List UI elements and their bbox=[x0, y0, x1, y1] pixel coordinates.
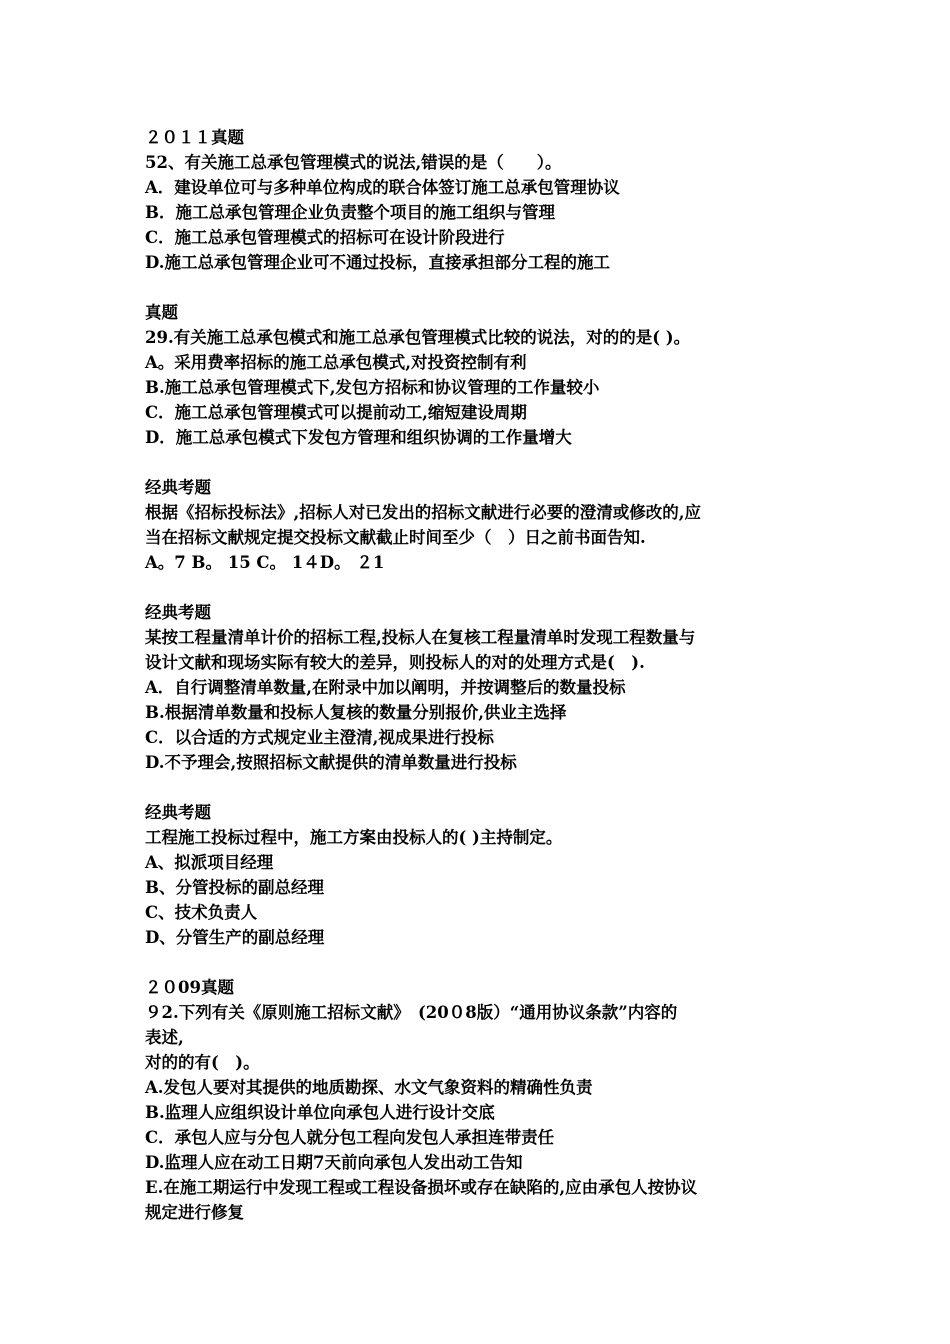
answer-option: C．承包人应与分包人就分包工程向发包人承担连带责任 bbox=[145, 1128, 555, 1147]
question-stem: 52、有关施工总承包管理模式的说法,错误的是（ ）。 bbox=[145, 153, 562, 172]
question-stem: 29.有关施工总承包模式和施工总承包管理模式比较的说法，对的的是( )。 bbox=[145, 328, 691, 347]
question-stem: 表述, bbox=[145, 1028, 184, 1047]
question-stem: 某按工程量清单计价的招标工程,投标人在复核工程量清单时发现工程数量与 bbox=[145, 628, 696, 647]
answer-option: D.不予理会,按照招标文献提供的清单数量进行投标 bbox=[145, 753, 517, 772]
answer-option: D．施工总承包模式下发包方管理和组织协调的工作量增大 bbox=[145, 428, 572, 447]
answer-option: D.施工总承包管理企业可不通过投标，直接承担部分工程的施工 bbox=[145, 253, 610, 272]
question-stem: 根据《招标投标法》,招标人对已发出的招标文献进行必要的澄清或修改的,应 bbox=[145, 503, 701, 522]
question-stem: ９2.下列有关《原则施工招标文献》 (20０8版）“通用协议条款”内容的 bbox=[145, 1003, 678, 1022]
section-heading: 经典考题 bbox=[145, 603, 211, 622]
answer-option: C．以合适的方式规定业主澄清,视成果进行投标 bbox=[145, 728, 494, 747]
section-heading: 真题 bbox=[145, 303, 178, 322]
answer-option: A．建设单位可与多种单位构成的联合体签订施工总承包管理协议 bbox=[145, 178, 620, 197]
answer-option: C．施工总承包管理模式可以提前动工,缩短建设周期 bbox=[145, 403, 527, 422]
answer-option: B．施工总承包管理企业负责整个项目的施工组织与管理 bbox=[145, 203, 555, 222]
answer-option: A。采用费率招标的施工总承包模式,对投资控制有利 bbox=[145, 353, 527, 372]
question-stem: 对的的有( )。 bbox=[145, 1053, 260, 1072]
question-stem: 工程施工投标过程中，施工方案由投标人的( )主持制定。 bbox=[145, 828, 563, 847]
answer-option: A、拟派项目经理 bbox=[145, 853, 274, 872]
answer-option: B.监理人应组织设计单位向承包人进行设计交底 bbox=[145, 1103, 495, 1122]
answer-option: A．自行调整清单数量,在附录中加以阐明，并按调整后的数量投标 bbox=[145, 678, 626, 697]
question-stem: 当在招标文献规定提交投标文献截止时间至少（ ）日之前书面告知. bbox=[145, 528, 646, 547]
question-stem: 设计文献和现场实际有较大的差异，则投标人的对的处理方式是( ). bbox=[145, 653, 645, 672]
section-heading: 经典考题 bbox=[145, 803, 211, 822]
section-heading: ２０１１真题 bbox=[145, 128, 244, 147]
answer-option: 规定进行修复 bbox=[145, 1203, 244, 1222]
answer-option: B.施工总承包管理模式下,发包方招标和协议管理的工作量较小 bbox=[145, 378, 600, 397]
answer-options-inline: A。7 B。 15 C。 1４D。 ２1 bbox=[145, 553, 385, 572]
answer-option: B、分管投标的副总经理 bbox=[145, 878, 324, 897]
answer-option: C、技术负责人 bbox=[145, 903, 258, 922]
section-heading: ２０09真题 bbox=[145, 978, 234, 997]
answer-option: A.发包人要对其提供的地质勘探、水文气象资料的精确性负责 bbox=[145, 1078, 593, 1097]
answer-option: D.监理人应在动工日期7天前向承包人发出动工告知 bbox=[145, 1153, 523, 1172]
answer-option: C．施工总承包管理模式的招标可在设计阶段进行 bbox=[145, 228, 505, 247]
answer-option: D、分管生产的副总经理 bbox=[145, 928, 325, 947]
section-heading: 经典考题 bbox=[145, 478, 211, 497]
answer-option: B.根据清单数量和投标人复核的数量分别报价,供业主选择 bbox=[145, 703, 567, 722]
answer-option: E.在施工期运行中发现工程或工程设备损坏或存在缺陷的,应由承包人按协议 bbox=[145, 1178, 698, 1197]
